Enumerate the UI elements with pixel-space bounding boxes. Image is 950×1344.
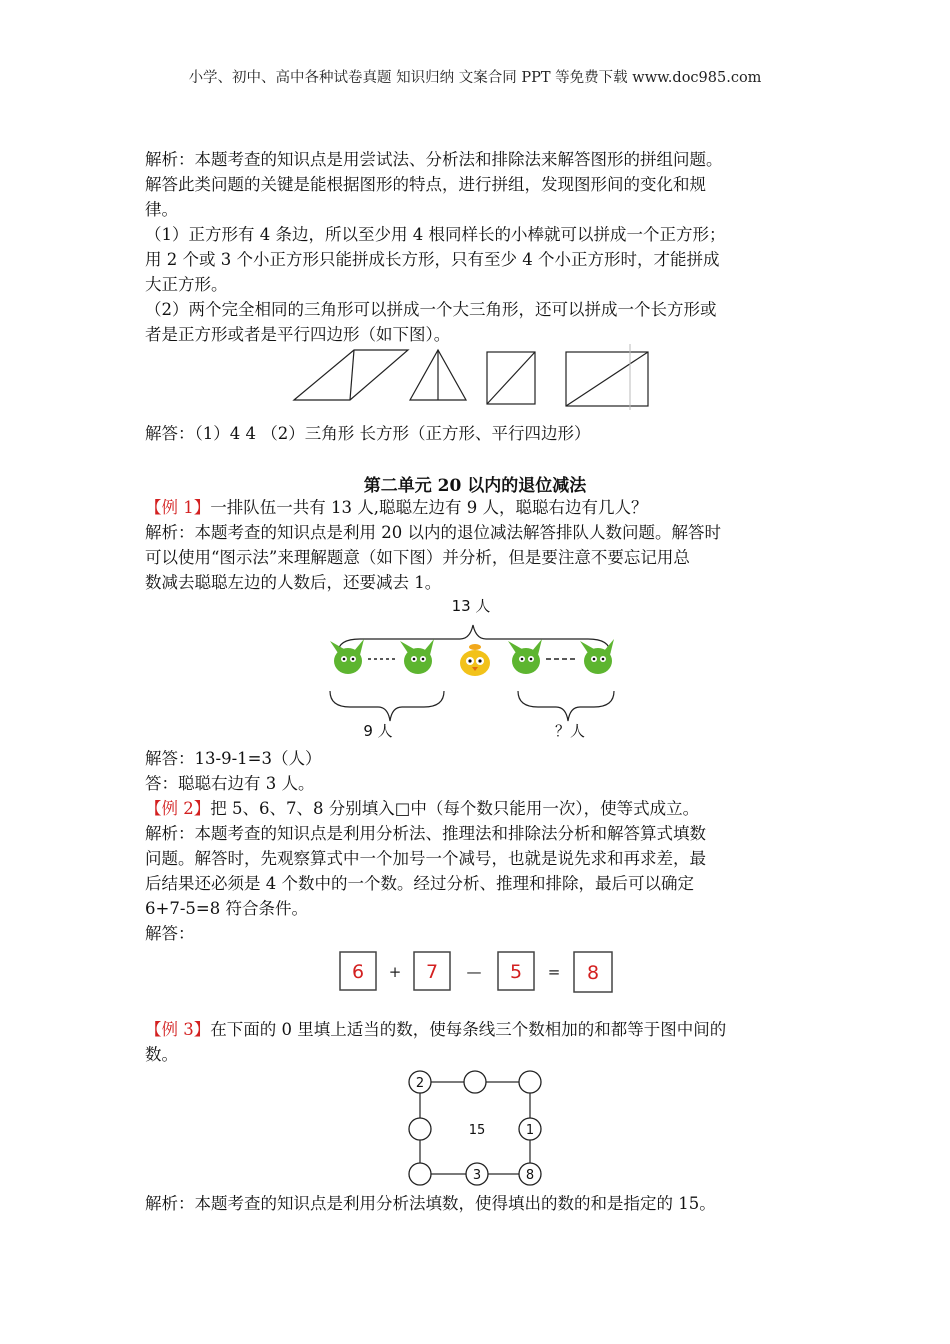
text-line: 解答此类问题的关键是能根据图形的特点，进行拼组，发现图形间的变化和规: [145, 175, 706, 194]
rectangle-diagonal: [566, 352, 648, 406]
right-label: ？人: [554, 722, 586, 740]
example3-block: [145, 1017, 813, 1067]
square-diagonal: [487, 352, 535, 404]
minus-sign: —: [466, 963, 482, 981]
text-line: 解析：本题考查的知识点是用尝试法、分析法和排除法来解答图形的拼组问题。: [145, 150, 723, 169]
example1-answer: [145, 746, 813, 796]
example2-tag: 【例 2】: [145, 799, 211, 818]
page-header: 小学、初中、高中各种试卷真题 知识归纳 文案合同 PPT 等免费下载 www.doc985.com: [188, 70, 762, 86]
example2-question: 把 5、6、7、8 分别填入□中（每个数只能用一次），使等式成立。: [210, 799, 700, 818]
text-line: 用 2 个或 3 个小正方形只能拼成长方形，只有至少 4 个小正方形时，才能拼成: [145, 250, 720, 269]
frog-icon: [400, 639, 434, 674]
left-label: 9 人: [363, 722, 393, 740]
center-value: 15: [468, 1123, 486, 1138]
circle-left-middle: [409, 1118, 431, 1140]
parallelogram-diagonal: [350, 350, 354, 400]
circle-value: 2: [415, 1076, 425, 1091]
text-line: （1）正方形有 4 条边，所以至少用 4 根同样长的小棒就可以拼成一个正方形；: [145, 225, 726, 244]
equation-figure: [338, 948, 618, 996]
example3-analysis: [145, 1191, 813, 1216]
answer-line: 解答：13-9-1=3（人）: [145, 749, 322, 768]
left-brace: [330, 691, 444, 721]
text-line: （2）两个完全相同的三角形可以拼成一个大三角形，还可以拼成一个长方形或: [145, 300, 717, 319]
section1-analysis: [145, 147, 813, 347]
circle-value: 1: [525, 1123, 535, 1138]
answer-line: 解答：（1）4 4 （2）三角形 长方形（正方形、平行四边形）: [145, 424, 591, 443]
circle-value: 8: [525, 1168, 535, 1183]
chick-icon: [460, 644, 490, 676]
circle-bottom-left: [409, 1163, 431, 1185]
circle-top-middle: [464, 1071, 486, 1093]
text-line: 大正方形。: [145, 275, 228, 294]
equals-sign: =: [547, 963, 561, 981]
text-line: 问题。解答时，先观察算式中一个加号一个减号，也就是说先求和再求差，最: [145, 849, 706, 868]
right-brace: [518, 691, 614, 721]
text-line: 解析：本题考查的知识点是利用分析法填数，使得填出的数的和是指定的 15。: [145, 1194, 716, 1213]
text-line: 解析：本题考查的知识点是利用分析法、推理法和排除法分析和解答算式填数: [145, 824, 706, 843]
example2-block: [145, 796, 813, 946]
equation-number: 5: [509, 961, 523, 983]
plus-sign: +: [388, 963, 402, 981]
frog-icon: [330, 639, 364, 674]
text-line: 数。: [145, 1045, 178, 1064]
unit-title: 第二单元 20 以内的退位减法: [363, 476, 587, 496]
section1-answer: [145, 421, 813, 446]
example1-block: [145, 495, 813, 595]
text-line: 可以使用“图示法”来理解题意（如下图）并分析，但是要注意不要忘记用总: [145, 548, 690, 567]
text-line: 者是正方形或者是平行四边形（如下图）。: [145, 325, 451, 344]
circle-top-right: [519, 1071, 541, 1093]
example3-tag: 【例 3】: [145, 1020, 211, 1039]
circle-value: 3: [472, 1168, 482, 1183]
example3-question: 在下面的 0 里填上适当的数，使每条线三个数相加的和都等于图中间的: [210, 1020, 727, 1039]
equation-number: 8: [586, 962, 600, 984]
example1-question: 一排队伍一共有 13 人,聪聪左边有 9 人，聪聪右边有几人？: [210, 498, 648, 517]
queue-diagram: [320, 593, 630, 743]
conclusion-line: 答：聪聪右边有 3 人。: [145, 774, 315, 793]
example1-tag: 【例 1】: [145, 498, 211, 517]
text-line: 解析：本题考查的知识点是利用 20 以内的退位减法解答排队人数问题。解答时: [145, 523, 721, 542]
frog-icon: [580, 639, 614, 674]
text-line: 数减去聪聪左边的人数后，还要减去 1。: [145, 573, 442, 592]
text-line: 6+7-5=8 符合条件。: [145, 899, 308, 918]
frog-icon: [508, 639, 542, 674]
shapes-figure: [290, 344, 670, 414]
circle-square-figure: [405, 1068, 550, 1188]
equation-number: 7: [425, 961, 439, 983]
equation-number: 6: [351, 961, 365, 983]
total-label: 13 人: [451, 597, 491, 615]
text-line: 后结果还必须是 4 个数中的一个数。经过分析、推理和排除，最后可以确定: [145, 874, 694, 893]
text-line: 律。: [145, 200, 178, 219]
answer-label: 解答：: [145, 924, 195, 943]
